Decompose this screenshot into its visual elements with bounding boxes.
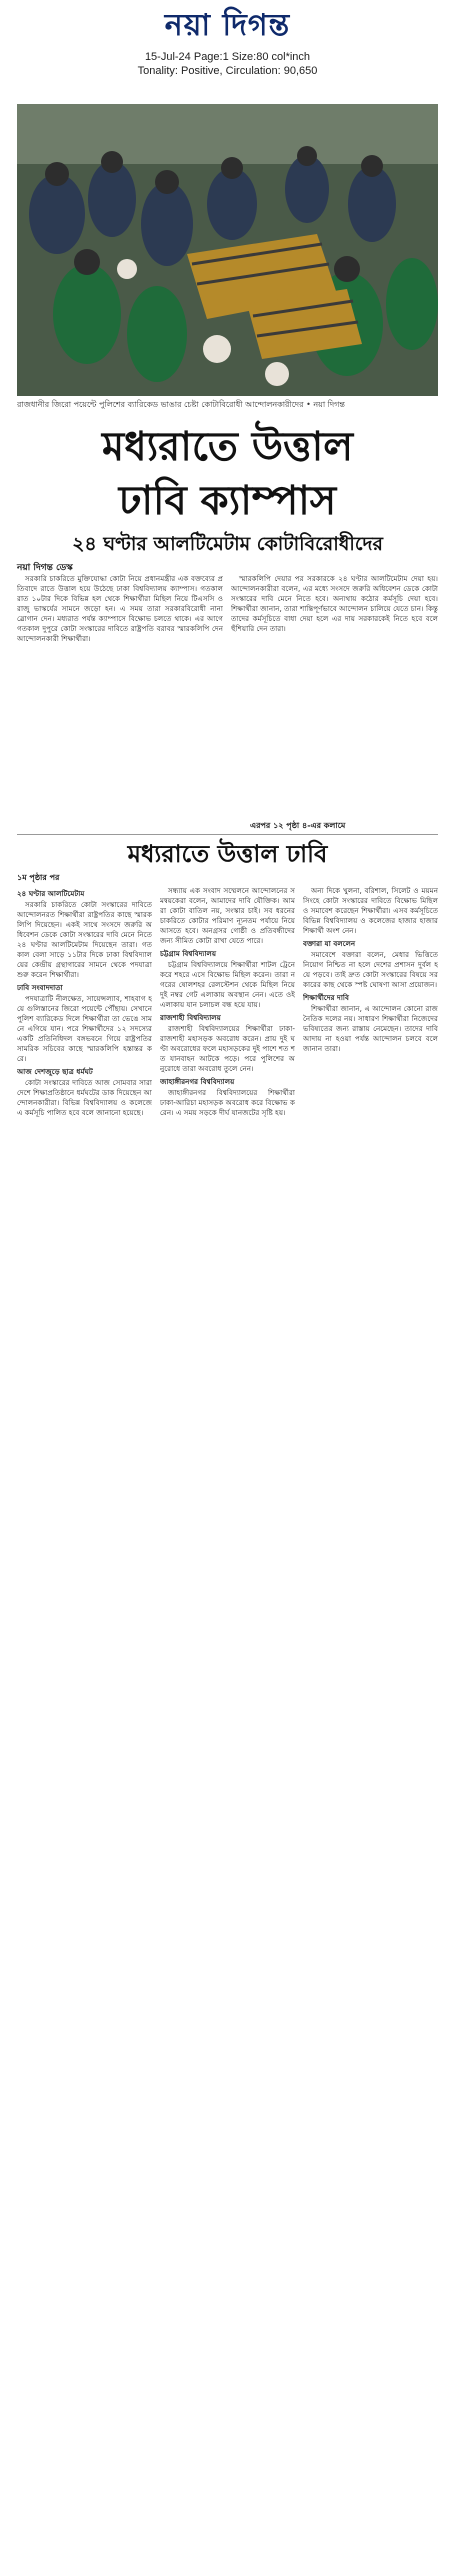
column-subheading: জাহাঙ্গীরনগর বিশ্ববিদ্যালয় [160,1077,235,1086]
masthead [0,0,455,96]
continue-note: এরপর ১২ পৃষ্ঠা ৪-এর কলামে [250,821,346,830]
section-divider [17,834,438,835]
column-subheading: রাজশাহী বিশ্ববিদ্যালয় [160,1013,221,1022]
column-paragraph: সন্ধ্যায় এক সংবাদ সম্মেলনে আন্দোলনের সমন্বয়কেরা বলেন, আমাদের দাবি যৌক্তিক। আমরা কোটা বাতিল নয়, সংস্কার চাই। সব ধরনের চাকরিতে কোটার পরিমাণ ন্যূনতম পর্যায়ে নিয়ে আসতে হবে। অনগ্রসর গোষ্ঠী ও প্রতিবন্ধীদের জন্য সীমিত কোটা রাখা যেতে পারে। [160,886,295,945]
jump-column-1 [17,886,152,2546]
headline [17,420,438,528]
date-line: 15-Jul-24 Page:1 Size:80 col*inch [144,51,311,63]
column-paragraph: পদযাত্রাটি নীলক্ষেত, সায়েন্সল্যাব, শাহবাগ হয়ে গুলিস্তানের জিরো পয়েন্টে পৌঁছায়। সেখানে পুলিশ ব্যারিকেড দিলে শিক্ষার্থীরা তা ভেঙে সামনে এগিয়ে যান। পরে শিক্ষার্থীদের ১২ সদস্যের একটি প্রতিনিধিদল বঙ্গভবনে গিয়ে রাষ্ট্রপতির সামরিক সচিবের কাছে স্মারকলিপি হস্তান্তর করে। [17,994,152,1063]
column-subheading: বক্তারা যা বললেন [303,939,356,948]
newspaper-logo: নয়া দিগন্ত [164,8,291,43]
column-paragraph: কোটা সংস্কারের দাবিতে আজ সোমবার সারা দেশে শিক্ষাপ্রতিষ্ঠানে ধর্মঘটের ডাক দিয়েছেন আন্দোলনকারীরা। বিভিন্ন বিশ্ববিদ্যালয় ও কলেজে এ কর্মসূচি পালিত হবে বলে জানানো হয়েছে। [17,1078,152,1117]
protest-photo-illustration [17,104,438,396]
column-paragraph: সরকারি চাকরিতে কোটা সংস্কারের দাবিতে আন্দোলনরত শিক্ষার্থীরা রাষ্ট্রপতির কাছে স্মারকলিপি দিয়েছেন। একই সাথে সংসদে জরুরি অধিবেশন ডেকে কোটা সংস্কারের দাবি মেনে নিতে ২৪ ঘণ্টার আলটিমেটাম দিয়েছেন তারা। গতকাল বেলা সাড়ে ১১টার দিকে ঢাকা বিশ্ববিদ্যালয়ের কেন্দ্রীয় গ্রন্থাগারের সামনে থেকে পদযাত্রা শুরু করেন শিক্ষার্থীরা। [17,900,152,979]
headline-line-2: ঢাবি ক্যাম্পাস [118,478,337,524]
protest-photo [17,104,438,396]
column-subheading: আজ দেশজুড়ে ছাত্র ধর্মঘট [17,1067,93,1076]
column-subheading: শিক্ষার্থীদের দাবি [303,993,349,1002]
intro-paragraph: স্মারকলিপি দেয়ার পর সরকারকে ২৪ ঘণ্টার আলটিমেটাম দেয়া হয়। আন্দোলনকারীরা বলেন, এর মধ্যে সংসদে জরুরি অধিবেশন ডেকে কোটা সংস্কারের দাবি মেনে নিতে হবে। অন্যথায় কঠোর কর্মসূচি দেয়া হবে। শিক্ষার্থীরা জানান, তারা শান্তিপূর্ণভাবে আন্দোলন চালিয়ে যেতে চান। কিন্তু তাদের কর্মসূচিতে বাধা দেয়া হলে এর দায় সরকারকেই নিতে হবে বলে হুঁশিয়ারি দেন তারা। [231,574,438,633]
column-subheading: ২৪ ঘণ্টার আলটিমেটাম [17,889,85,898]
subheadline: ২৪ ঘণ্টার আলটিমেটাম কোটাবিরোধীদের [72,533,383,555]
photo-caption: রাজধানীর জিরো পয়েন্টে পুলিশের ব্যারিকেড ভাঙার চেষ্টা কোটাবিরোধী আন্দোলনকারীদের • নয়া দিগন্ত [17,400,345,409]
column-paragraph: রাজশাহী বিশ্ববিদ্যালয়ের শিক্ষার্থীরা ঢাকা-রাজশাহী মহাসড়ক অবরোধ করেন। প্রায় দুই ঘণ্টা অবরোধের ফলে মহাসড়কের দুই পাশে শত শত যানবাহন আটকে পড়ে। পরে পুলিশের অনুরোধে তারা অবরোধ তুলে নেন। [160,1024,295,1073]
column-paragraph: অন্য দিকে খুলনা, বরিশাল, সিলেট ও ময়মনসিংহে কোটা সংস্কারের দাবিতে বিক্ষোভ মিছিল ও সমাবেশ করেছেন শিক্ষার্থীরা। এসব কর্মসূচিতে বিভিন্ন বিশ্ববিদ্যালয় ও কলেজের হাজার হাজার শিক্ষার্থী অংশ নেন। [303,886,438,935]
column-subheading: চট্টগ্রাম বিশ্ববিদ্যালয় [160,949,217,958]
jump-column-2 [160,886,295,2546]
column-subheading: ঢাবি সংবাদদাতা [17,983,63,992]
headline-line-1: মধ্যরাতে উত্তাল [101,424,353,470]
column-paragraph: শিক্ষার্থীরা জানান, এ আন্দোলন কোনো রাজনৈতিক দলের নয়। সাধারণ শিক্ষার্থীরা নিজেদের ভবিষ্যতের জন্য রাস্তায় নেমেছেন। তাদের দাবি আদায় না হওয়া পর্যন্ত আন্দোলন চলবে বলে জানান তারা। [303,1004,438,1053]
intro-paragraph: সরকারি চাকরিতে মুক্তিযোদ্ধা কোটা নিয়ে প্রধানমন্ত্রীর এক বক্তব্যের প্রতিবাদে রাতে উত্তাল হয়ে উঠেছে ঢাকা বিশ্ববিদ্যালয় ক্যাম্পাস। গতকাল রাত ১০টার দিকে বিভিন্ন হল থেকে শিক্ষার্থীরা মিছিল নিয়ে টিএসসি ও রাজু ভাস্কর্যের সামনে জড়ো হন। এ সময় তারা সরকারবিরোধী নানা স্লোগান দেন। মধ্যরাত পর্যন্ত ক্যাম্পাসে বিক্ষোভ চলতে থাকে। এর আগে গতকাল দুপুরে কোটা সংস্কারের দাবিতে রাষ্ট্রপতি বরাবর স্মারকলিপি দেন আন্দোলনকারী শিক্ষার্থীরা। [17,574,223,643]
page-tag: ১ম পৃষ্ঠার পর [17,873,60,882]
byline: নয়া দিগন্ত ডেস্ক [17,563,73,573]
jump-columns [17,886,438,2546]
intro-column-1 [17,574,223,814]
intro-columns [17,574,438,814]
tonality-line: Tonality: Positive, Circulation: 90,650 [137,65,318,77]
jump-column-3 [303,886,438,2546]
column-paragraph: জাহাঙ্গীরনগর বিশ্ববিদ্যালয়ের শিক্ষার্থীরা ঢাকা-আরিচা মহাসড়ক অবরোধ করে বিক্ষোভ করেন। এ সময় সড়কে দীর্ঘ যানজটের সৃষ্টি হয়। [160,1088,295,1117]
column-paragraph: চট্টগ্রাম বিশ্ববিদ্যালয়ে শিক্ষার্থীরা শাটল ট্রেনে করে শহরে এসে বিক্ষোভ মিছিল করেন। তারা নগরের ষোলশহর রেলস্টেশন থেকে মিছিল নিয়ে দুই নম্বর গেট এলাকায় অবস্থান নেন। এতে ওই এলাকায় যান চলাচল বন্ধ হয়ে যায়। [160,960,295,1009]
jump-headline: মধ্যরাতে উত্তাল ঢাবি [127,840,328,868]
intro-column-2 [231,574,438,814]
column-paragraph: সমাবেশে বক্তারা বলেন, মেধার ভিত্তিতে নিয়োগ নিশ্চিত না হলে দেশের প্রশাসন দুর্বল হয়ে পড়বে। তাই দ্রুত কোটা সংস্কারের বিষয়ে সরকারের কাছ থেকে স্পষ্ট ঘোষণা আসা প্রয়োজন। [303,950,438,989]
